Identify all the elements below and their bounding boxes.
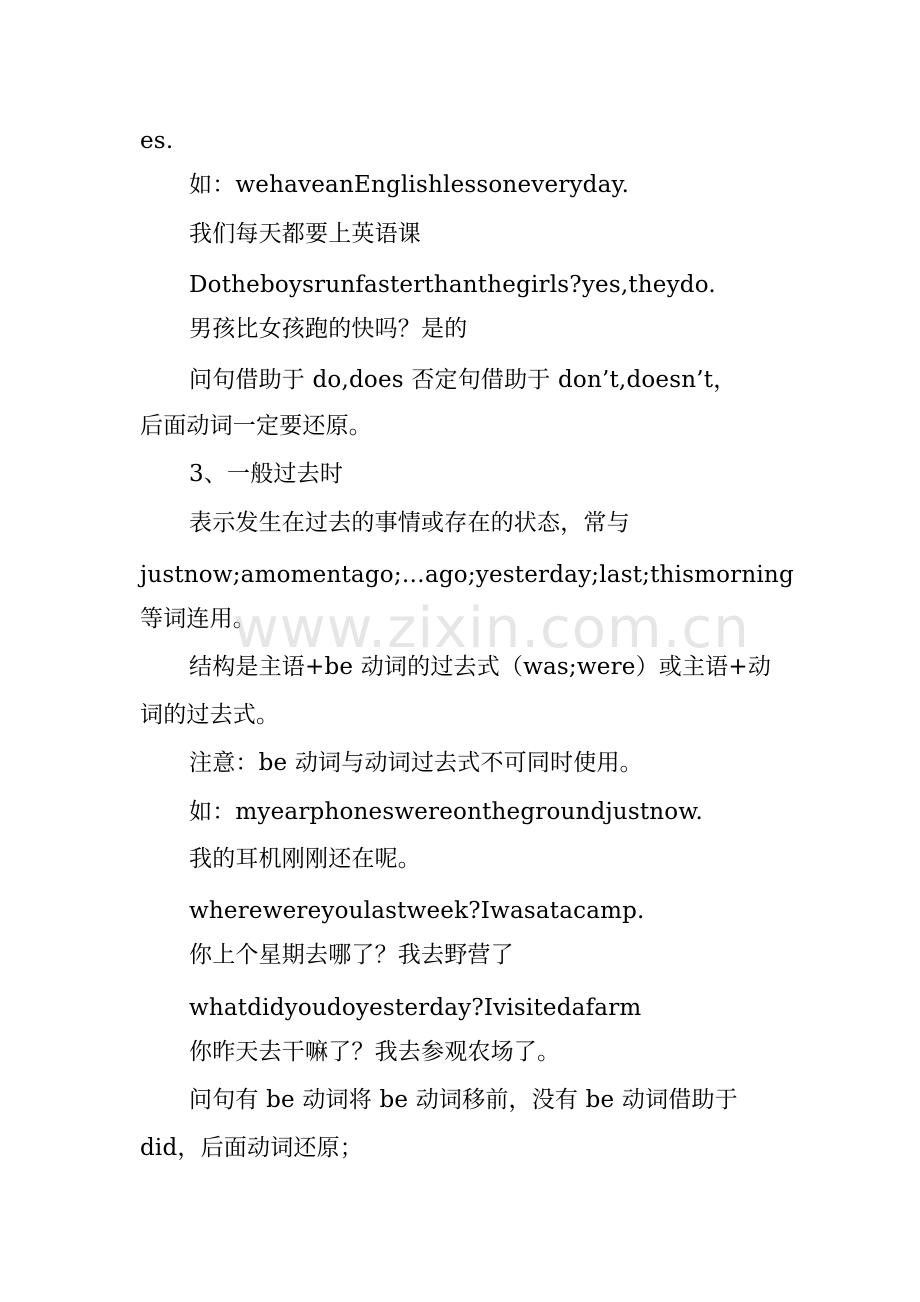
text-line-11: 等词连用。 (140, 606, 256, 632)
text-line-3: 我们每天都要上英语课 (189, 221, 421, 247)
text-line-16: 我的耳机刚刚还在呢。 (189, 846, 421, 872)
text-line-18: 你上个星期去哪了？我去野营了 (189, 942, 514, 968)
text-line-17: wherewereyoulastweek?Iwasatacamp. (189, 898, 645, 924)
text-line-21: 问句有 be 动词将 be 动词移前，没有 be 动词借助于 (189, 1087, 738, 1113)
section-heading: 3、一般过去时 (189, 461, 344, 487)
text-line-13: 词的过去式。 (140, 702, 280, 728)
text-line-12: 结构是主语+be 动词的过去式（was;were）或主语+动 (189, 654, 772, 680)
text-line-6: 问句借助于 do,does 否定句借助于 don’t,doesn’t， (189, 367, 737, 393)
text-line-5: 男孩比女孩跑的快吗？是的 (189, 316, 468, 342)
text-line-15: 如：myearphoneswereonthegroundjustnow. (189, 799, 703, 825)
text-line-4: Dotheboysrunfasterthanthegirls?yes,theydo. (189, 272, 716, 298)
text-line-14: 注意：be 动词与动词过去式不可同时使用。 (189, 750, 643, 776)
text-line-2: 如：wehaveanEnglishlessoneveryday. (189, 172, 630, 198)
text-line-20: 你昨天去干嘛了？我去参观农场了。 (189, 1039, 561, 1065)
text-line-10: justnow;amomentago;…ago;yesterday;last;thismorning (140, 562, 794, 588)
text-line-9: 表示发生在过去的事情或存在的状态，常与 (189, 510, 630, 536)
text-line-22: did，后面动词还原； (140, 1135, 364, 1161)
text-line-19: whatdidyoudoyesterday?Ivisitedafarm (189, 995, 642, 1021)
watermark: www.zixin.com.cn (233, 596, 750, 661)
text-line-7: 后面动词一定要还原。 (140, 413, 372, 439)
text-line-1: es. (140, 128, 174, 154)
